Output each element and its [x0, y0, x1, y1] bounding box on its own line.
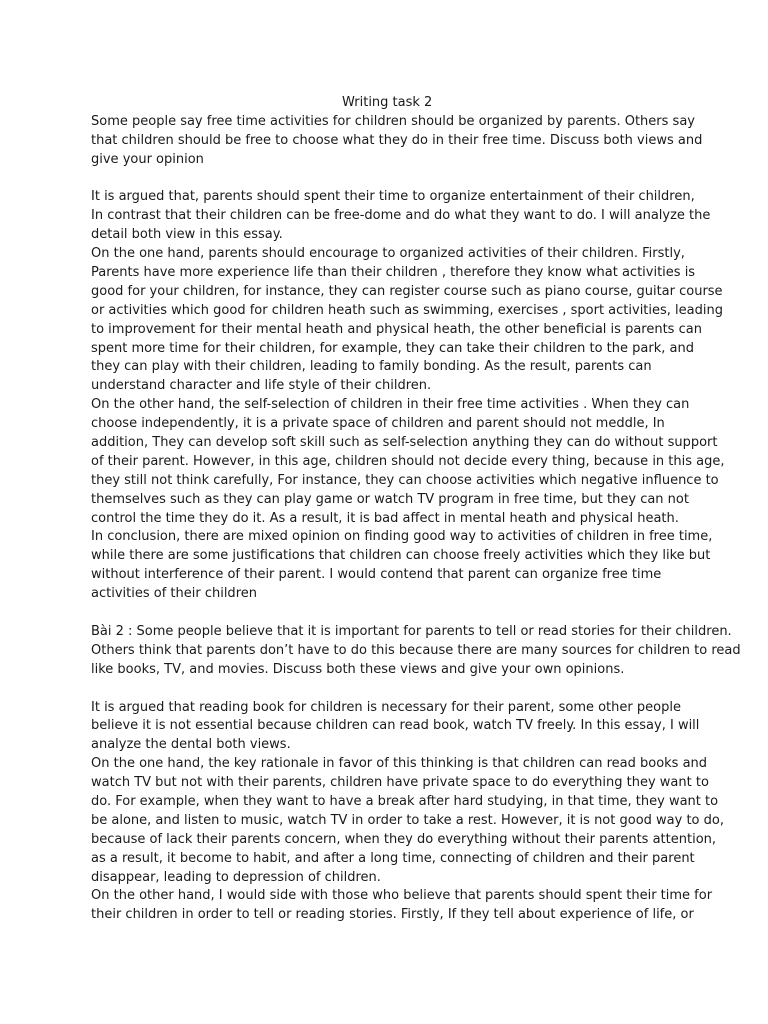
- document-title: Writing task 2: [342, 95, 433, 110]
- essay-line: themselves such as they can play game or watch TV program in free time, but they can not: [91, 491, 689, 507]
- task1-essay: [91, 188, 725, 604]
- prompt-line: give your opinion: [91, 151, 204, 167]
- essay-line: of their parent. However, in this age, children should not decide every thing, because in this age,: [91, 453, 725, 469]
- prompt-line: like books, TV, and movies. Discuss both these views and give your own opinions.: [91, 661, 625, 677]
- essay-line: while there are some justifications that children can choose freely activities which they like but: [91, 548, 711, 564]
- blank-line: [91, 604, 711, 623]
- essay-line: On the other hand, the self-selection of children in their free time activities . When they can: [91, 397, 690, 413]
- essay-line: their children in order to tell or reading stories. Firstly, If they tell about experience of life, or: [91, 907, 694, 923]
- essay-line: without interference of their parent. I would contend that parent can organize free time: [91, 567, 662, 583]
- essay-line: analyze the dental both views.: [91, 737, 291, 753]
- essay-line: It is argued that, parents should spent their time to organize entertainment of their children,: [91, 189, 695, 205]
- essay-line: to improvement for their mental heath and physical heath, the other beneficial is parents can: [91, 321, 702, 337]
- essay-line: they can play with their children, leading to family bonding. As the result, parents can: [91, 359, 652, 375]
- prompt-line: Others think that parents don’t have to do this because there are many sources for children to read: [91, 642, 741, 658]
- essay-line: On the one hand, the key rationale in favor of this thinking is that children can read books and: [91, 756, 708, 772]
- essay-line: Parents have more experience life than their children , therefore they know what activities is: [91, 265, 696, 281]
- essay-line: understand character and life style of their children.: [91, 378, 432, 394]
- essay-line: On the other hand, I would side with those who believe that parents should spent their time for: [91, 888, 713, 904]
- essay-line: they still not think carefully, For instance, they can choose activities which negative influence to: [91, 472, 719, 488]
- essay-line: be alone, and listen to music, watch TV in order to take a rest. However, it is not good way to do,: [91, 812, 724, 828]
- task2-prompt: [91, 623, 741, 680]
- essay-line: activities of their children: [91, 586, 257, 602]
- blank-line: [91, 680, 711, 699]
- essay-line: do. For example, when they want to have a break after hard studying, in that time, they want to: [91, 793, 719, 809]
- essay-line: It is argued that reading book for children is necessary for their parent, some other people: [91, 699, 681, 715]
- essay-line: addition, They can develop soft skill such as self-selection anything they can do without support: [91, 435, 718, 451]
- essay-line: watch TV but not with their parents, children have private space to do everything they want to: [91, 775, 709, 791]
- task2-essay: [91, 699, 724, 926]
- prompt-line: Some people say free time activities for children should be organized by parents. Others say: [91, 113, 695, 129]
- document-body: [91, 94, 741, 925]
- essay-line: On the one hand, parents should encourage to organized activities of their children. Firstly,: [91, 246, 685, 262]
- essay-line: good for your children, for instance, they can register course such as piano course, guitar course: [91, 283, 723, 299]
- blank-line: [91, 170, 711, 189]
- essay-line: control the time they do it. As a result, it is bad affect in mental heath and physical heath.: [91, 510, 679, 526]
- essay-line: spent more time for their children, for example, they can take their children to the park, and: [91, 340, 694, 356]
- essay-line: or activities which good for children heath such as swimming, exercises , sport activities, leading: [91, 302, 723, 318]
- essay-line: believe it is not essential because children can read book, watch TV freely. In this essay, I will: [91, 718, 700, 734]
- essay-line: disappear, leading to depression of children.: [91, 869, 381, 885]
- essay-line: In contrast that their children can be free-dome and do what they want to do. I will analyze the: [91, 208, 711, 224]
- task1-prompt: [91, 113, 711, 170]
- essay-line: detail both view in this essay.: [91, 227, 283, 243]
- essay-line: because of lack their parents concern, when they do everything without their parents attention,: [91, 831, 717, 847]
- prompt-line: Bài 2 : Some people believe that it is important for parents to tell or read stories for their children.: [91, 623, 732, 639]
- essay-line: choose independently, it is a private space of children and parent should not meddle, In: [91, 416, 665, 432]
- essay-line: In conclusion, there are mixed opinion on finding good way to activities of children in free time,: [91, 529, 713, 545]
- essay-line: as a result, it become to habit, and after a long time, connecting of children and their parent: [91, 850, 695, 866]
- prompt-line: that children should be free to choose what they do in their free time. Discuss both views and: [91, 132, 703, 148]
